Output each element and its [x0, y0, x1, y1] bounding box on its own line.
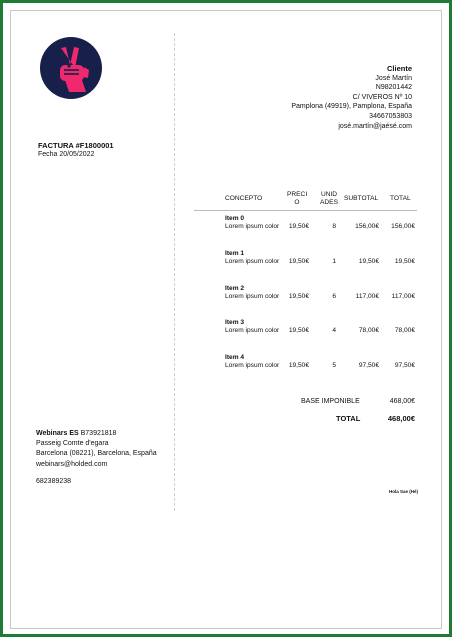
- client-email: josé.martín@jaésé.com: [338, 122, 412, 130]
- invoice-number: FACTURA #F1800001: [38, 141, 114, 150]
- table-row: [3, 285, 452, 319]
- client-name: José Martín: [375, 74, 412, 82]
- peace-hand-logo-icon: [39, 36, 103, 100]
- item-quantity: 1: [332, 258, 336, 265]
- item-description: Lorem ipsum color: [225, 223, 280, 230]
- client-title: Cliente: [386, 64, 412, 73]
- table-row: [3, 250, 452, 284]
- item-description: Lorem ipsum color: [225, 327, 280, 334]
- item-quantity: 4: [332, 327, 336, 334]
- item-price: 19,50€: [288, 258, 309, 265]
- footnote: Hola Sae (Hé): [388, 489, 418, 494]
- item-price: 19,50€: [288, 223, 309, 230]
- header-precio: [287, 191, 307, 207]
- item-subtotal: 97,50€: [358, 362, 379, 369]
- item-subtotal: 156,00€: [355, 223, 379, 230]
- base-imponible-value: 468,00€: [389, 398, 415, 405]
- invoice-heading: [38, 141, 114, 159]
- base-imponible-label: BASE IMPONIBLE: [301, 398, 360, 405]
- company-heading: [36, 429, 157, 439]
- company-phone: 682389238: [36, 478, 72, 485]
- company-block: [36, 429, 157, 470]
- invoice-date: Fecha 20/05/2022: [38, 151, 95, 158]
- header-unidades-line1: UNID: [320, 191, 338, 198]
- header-total: TOTAL: [390, 195, 411, 202]
- header-concepto: CONCEPTO: [225, 195, 263, 202]
- item-total: 156,00€: [391, 223, 415, 230]
- item-subtotal: 117,00€: [355, 293, 379, 300]
- item-description: Lorem ipsum color: [225, 258, 280, 265]
- item-name: Item 3: [225, 319, 245, 326]
- total-value: 468,00€: [387, 414, 415, 423]
- client-tax-id: N98201442: [375, 84, 412, 92]
- client-street: C/ VIVEROS Nº 10: [352, 93, 412, 101]
- company-tax-id: B73921818: [80, 430, 117, 437]
- item-quantity: 5: [332, 362, 336, 369]
- table-row: [3, 319, 452, 353]
- header-unidades: [318, 191, 340, 207]
- item-total: 78,00€: [394, 327, 415, 334]
- item-name: Item 1: [225, 250, 245, 257]
- item-total: 19,50€: [394, 258, 415, 265]
- item-name: Item 0: [225, 215, 245, 222]
- item-name: Item 2: [225, 285, 245, 292]
- table-row: [3, 354, 452, 388]
- header-subtotal: SUBTOTAL: [344, 195, 379, 202]
- company-city: Barcelona (08221), Barcelona, España: [36, 450, 157, 458]
- item-price: 19,50€: [288, 327, 309, 334]
- item-subtotal: 78,00€: [358, 327, 379, 334]
- client-phone: 34667053803: [369, 112, 412, 120]
- header-rule: [194, 210, 417, 211]
- table-row: [3, 215, 452, 249]
- item-quantity: 6: [332, 293, 336, 300]
- item-total: 117,00€: [391, 293, 415, 300]
- client-block: [291, 64, 412, 131]
- item-price: 19,50€: [288, 293, 309, 300]
- header-precio-line2: O: [294, 199, 300, 206]
- item-description: Lorem ipsum color: [225, 293, 280, 300]
- item-name: Item 4: [225, 354, 245, 361]
- client-city: Pamplona (49919), Pamplona, España: [291, 103, 412, 111]
- company-name: Webinars ES: [36, 430, 79, 437]
- item-total: 97,50€: [394, 362, 415, 369]
- total-label: TOTAL: [336, 414, 361, 423]
- item-price: 19,50€: [288, 362, 309, 369]
- header-unidades-line2: ADES: [320, 199, 338, 206]
- company-email: webinars@holded.com: [36, 460, 108, 468]
- item-description: Lorem ipsum color: [225, 362, 280, 369]
- item-quantity: 8: [332, 223, 336, 230]
- company-street: Passeig Comte d'egara: [36, 440, 109, 448]
- item-subtotal: 19,50€: [358, 258, 379, 265]
- header-precio-line1: PRECI: [287, 191, 308, 198]
